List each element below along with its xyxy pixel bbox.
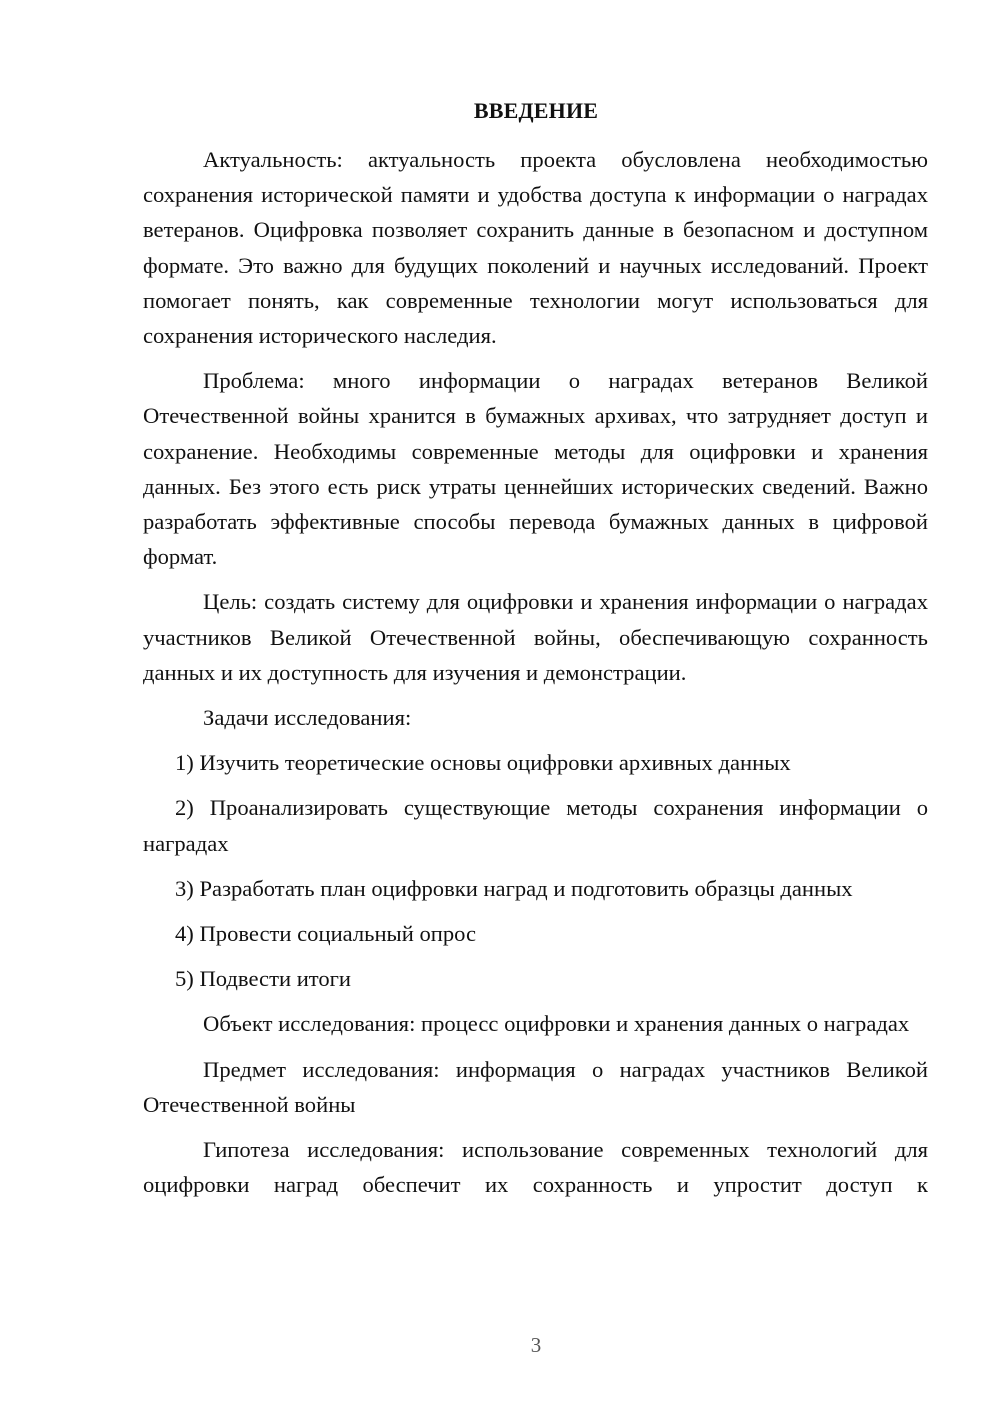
list-item-task-4: 4) Провести социальный опрос xyxy=(175,921,477,947)
list-item-task-5: 5) Подвести итоги xyxy=(175,966,352,992)
paragraph-research-object: Объект исследования: процесс оцифровки и хранения данных о наградах xyxy=(203,1011,910,1037)
paragraph-hypothesis: Гипотеза исследования: использование современных технологий для оцифровки наград обеспечит их сохранность и упростит доступ к xyxy=(143,1137,928,1198)
list-item-task-3: 3) Разработать план оцифровки наград и подготовить образцы данных xyxy=(175,875,853,901)
paragraph-goal: Цель: создать систему для оцифровки и хранения информации о наградах участников Великой Отечественной войны, обеспечивающую сохранность данных и их доступность для изучения и демонстрации. xyxy=(143,589,928,685)
list-item-task-1: 1) Изучить теоретические основы оцифровки архивных данных xyxy=(175,750,791,776)
page-title: ВВЕДЕНИЕ xyxy=(473,98,599,123)
page-number: 3 xyxy=(530,1333,542,1357)
list-item-task-2: 2) Проанализировать существующие методы сохранения информации о наградах xyxy=(143,795,928,856)
paragraph-problem: Проблема: много информации о наградах ветеранов Великой Отечественной войны хранится в бумажных архивах, что затрудняет доступ и сохранение. Необходимы современные методы для оцифровки и хранения данных. Без этого есть риск утраты ценнейших исторических сведений. Важно разработать эффективные способы перевода бумажных данных в цифровой формат. xyxy=(143,368,928,570)
paragraph-tasks-heading: Задачи исследования: xyxy=(203,705,412,731)
paragraph-research-subject: Предмет исследования: информация о наградах участников Великой Отечественной войны xyxy=(143,1056,928,1117)
document-body xyxy=(143,142,928,1212)
paragraph-relevance: Актуальность: актуальность проекта обусловлена необходимостью сохранения исторической памяти и удобства доступа к информации о наградах ветеранов. Оцифровка позволяет сохранить данные в безопасном и доступном формате. Это важно для будущих поколений и научных исследований. Проект помогает понять, как современные технологии могут использоваться для сохранения исторического наследия. xyxy=(143,147,928,349)
